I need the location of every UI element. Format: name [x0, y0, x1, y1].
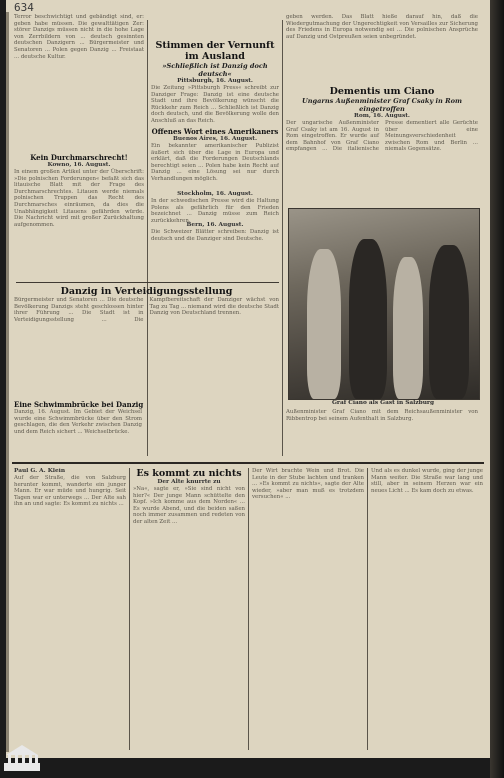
feuilleton-text-4: Und als es dunkel wurde, ging der junge Mann weiter. Die Straße war lang und still, aber in seinem Herzen war ein neues Licht ... Es kam doch zu etwas. — [371, 468, 483, 494]
offenes-wort-text: Ein bekannter amerikanischer Publizist äußert sich über die Lage in Europa und erklärt, daß die Forderungen Deutschlands berechtigt seien ... Polen habe kein Recht auf Danzig ... eine Lösung sei nur durch Verhandlungen möglich. — [151, 143, 279, 182]
feuilleton-col-3 — [252, 468, 364, 753]
feuilleton-text-2: »Na«, sagte er, »Sie sind nicht von hier?« Der junge Mann schüttelte den Kopf. »Ich komme aus dem Norden« ... Es wurde Abend, und die beiden saßen noch immer zusammen und redeten von der alten Zeit ... — [133, 486, 245, 525]
headline-offenes-wort: Offenes Wort eines Amerikaners — [151, 127, 279, 136]
feuilleton-col-1 — [14, 468, 126, 753]
column-rule — [367, 468, 368, 750]
headline-dementis-ciano: Dementis um Ciano — [329, 86, 435, 97]
column-rule — [129, 468, 130, 750]
center-column — [151, 40, 279, 280]
library-building-icon — [2, 743, 42, 773]
headline-durchmarschrecht: Kein Durchmarschrecht! — [30, 153, 128, 162]
scan-edge — [490, 0, 504, 778]
column-rule — [282, 20, 283, 456]
dateline-stockholm: Stockholm, 16. August. — [177, 191, 253, 197]
photo-figure — [429, 245, 469, 399]
feuilleton-text-1: Auf der Straße, die von Salzburg herunter kommt, wanderte ein junger Mann. Er war müde und hungrig. Seit Tagen war er unterwegs ... Der Alte sah ihn an und sagte: Es kommt zu nichts ... — [14, 475, 126, 508]
stimmen-text: Die Zeitung »Pittsburgh Press« schreibt zur Danziger Frage: Danzig ist eine deutsche Stadt und ihre Bevölkerung wünscht die Rückkehr zum Reich ... Schließlich ist Danzig doch deutsch, und die Bevölkerung wolle den Anschluß an das Reich. — [151, 85, 279, 124]
dateline-kowno: Kowno, 16. August. — [47, 162, 111, 168]
photo-figure — [349, 239, 387, 399]
page-number: 634 — [14, 1, 34, 14]
newspaper-page — [6, 0, 490, 758]
ciano-text: Der ungarische Außenminister Graf Csaky ist am 16. August in Rom eingetroffen. Er wurde auf dem Bahnhof von Graf Ciano empfangen ... Die italienische Presse dementiert alle Gerüchte über eine Meinungsverschiedenheit zwischen Rom und Berlin ... niemals Gegensätze. — [286, 120, 478, 153]
dateline-buenos-aires: Buenos Aires, 16. August. — [173, 136, 257, 142]
stockholm-text: In der schwedischen Presse wird die Haltung Polens als gefährlich für den Frieden bezeichnet ... Danzig müsse zum Reich zurückkehren. — [151, 198, 279, 224]
headline-stimmen-der-vernunft: Stimmen der Vernunft im Ausland — [155, 40, 275, 62]
column-rule — [248, 468, 249, 750]
feuilleton-text-3: Der Wirt brachte Wein und Brot. Die Leute in der Stube lachten und tranken ... »Es kommt zu nichts«, sagte der Alte wieder, »aber man muß es trotzdem versuchen« ... — [252, 468, 364, 501]
photo-figure — [307, 249, 341, 399]
feuilleton-col-2 — [133, 468, 245, 753]
bern-text: Die Schweizer Blätter schreiben: Danzig ist deutsch und die Danziger sind Deutsche. — [151, 229, 279, 242]
headline-danzig-verteidigung: Danzig in Verteidigungsstellung — [60, 286, 233, 297]
danzig-section — [14, 286, 279, 458]
photo-text: Außenminister Graf Ciano mit dem Reichsaußenminister von Ribbentrop bei seinem Aufenthalt in Salzburg. — [286, 409, 478, 422]
feuilleton-author: Paul G. A. Klein — [14, 468, 66, 474]
left-intro-text: Terror beschwichtigt und gebändigt sind, er: geben habe müssen. Die gewalttätigen Zer: störer Danzigs müssen nicht in die hohe Lage von Zerrbildern von ... deutsch gesinnten deutschen Danzigern ... Bürgermeister und Senatoren ... Polen gegen Danzig ... Freistaat ... deutsche Kultur. — [14, 14, 144, 60]
photo-text-block — [286, 409, 478, 457]
headline-es-kommt-zu-nichts: Es kommt zu nichts — [136, 468, 242, 479]
right-column — [286, 14, 478, 210]
dateline-rom: Rom, 16. August. — [354, 113, 410, 119]
news-photograph — [288, 208, 480, 400]
feuilleton-subtitle: Der Alte knurrte zu — [157, 479, 221, 485]
feuilleton-rule — [12, 462, 484, 464]
photo-figure — [393, 257, 423, 399]
durchmarschrecht-text: In einem großen Artikel unter der Überschrift: »Die polnischen Forderungen« befaßt sich das litauische Blatt mit der Frage des Durchmarschrechtes. Litauen werde niemals polnischen Truppen das Recht des Durchmarsches einräumen, da dies die Unabhängigkeit Litauens gefährden würde. Die Nachricht wird mit großer Zurückhaltung aufgenommen. — [14, 169, 144, 228]
feuilleton-col-4 — [371, 468, 483, 753]
section-rule — [16, 282, 279, 283]
schwimmbruecke-text: Danzig, 16. August. Im Gebiet der Weichsel wurde eine Schwimmbrücke über den Strom geschlagen, die den Verkehr zwischen Danzig und dem Reich sichert ... Weichselbrücke. — [14, 409, 142, 435]
dateline-bern: Bern, 16. August. — [186, 222, 244, 228]
headline-schwimmbruecke: Eine Schwimmbrücke bei Danzig — [14, 400, 144, 409]
subheadline-danzig-deutsch: »Schließlich ist Danzig doch deutsch« — [162, 62, 268, 78]
dateline-pittsburgh: Pittsburgh, 16. August. — [177, 78, 253, 84]
danzig-text: Bürgermeister und Senatoren ... Die deutsche Bevölkerung Danzigs steht geschlossen hinter ihrer Führung ... Die Stadt ist in Verteidigungsstellung ... Die Kampfbereitschaft der Danziger wächst von Tag zu Tag ... niemand wird die deutsche Stadt Danzig von Deutschland trennen. — [14, 297, 279, 323]
subheadline-csaky: Ungarns Außenminister Graf Csaky in Rom eingetroffen — [301, 97, 462, 113]
binding-gutter — [6, 12, 9, 752]
right-intro-text: geben werden. Das Blatt hieße darauf hin, daß die Wiedergutmachung der Ungerechtigkeit von Versailles zur Sicherung des Friedens in Europa notwendig sei ... Die polnischen Ansprüche auf Danzig und Ostpreußen seien unbegründet. — [286, 14, 478, 40]
photo-caption: Graf Ciano als Gast in Salzburg — [331, 400, 435, 406]
